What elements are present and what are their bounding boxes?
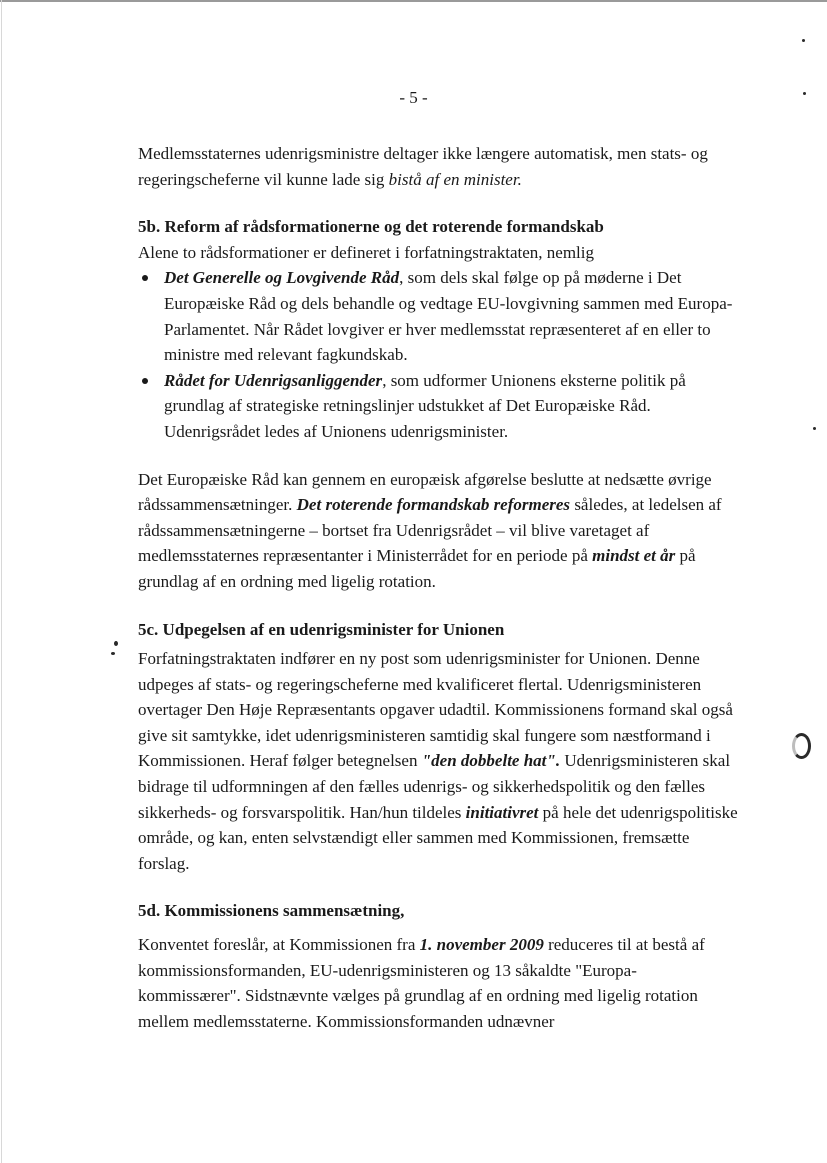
s5d-paragraph xyxy=(138,932,738,1034)
s5d-emphasis-1: 1. november 2009 xyxy=(419,935,544,955)
scan-speck xyxy=(111,652,115,655)
s5c-emphasis-2: initiativret xyxy=(465,802,539,822)
scan-top-edge xyxy=(0,0,827,2)
heading-5c: 5c. Udpegelsen af en udenrigsminister for Unionen xyxy=(138,619,505,639)
page-number: - 5 - xyxy=(399,88,428,107)
s5c-text-c: på hele det udenrigspolitiske område, og kan, enten selvstændigt eller sammen med Kommissionen, fremsætte forslag. xyxy=(138,802,738,873)
punch-hole-mark xyxy=(792,733,811,759)
s5b-bullet-1-emphasis: Det Generelle og Lovgivende Råd xyxy=(164,268,400,288)
s5b-bullet-1-text: , som dels skal følge op på møderne i Det Europæiske Råd og dels behandle og vedtage EU-lovgivning sammen med Europa-Parlamentet. Når Rådet lovgiver er hver medlemsstat repræsenteret af en eller to ministre med relevant fagkundskab. xyxy=(164,268,733,365)
intro-text: Medlemsstaternes udenrigsministre deltager ikke længere automatisk, men stats- og regeringscheferne vil kunne lade sig xyxy=(138,144,708,189)
intro-paragraph xyxy=(138,141,738,192)
heading-5b: 5b. Reform af rådsformationerne og det roterende formandskab xyxy=(138,217,604,237)
intro-italic: bistå af en minister. xyxy=(388,169,522,189)
s5b-text-a: Det Europæiske Råd kan gennem en europæisk afgørelse beslutte at nedsætte øvrige rådssammensætninger. xyxy=(138,469,712,515)
scan-speck xyxy=(114,641,118,646)
s5b-bullet-2-text: , som udformer Unionens eksterne politik på grundlag af strategiske retningslinjer udstukket af Det Europæiske Råd. Udenrigsrådet ledes af Unionens udenrigsminister. xyxy=(164,370,686,441)
heading-5d: 5d. Kommissionens sammensætning, xyxy=(138,901,405,921)
s5b-emphasis-1: Det roterende formandskab reformeres xyxy=(296,495,571,515)
s5b-lead: Alene to rådsformationer er defineret i forfatningstraktaten, nemlig xyxy=(138,242,594,262)
s5b-bullet-2 xyxy=(138,368,738,445)
s5b-bullet-1 xyxy=(138,265,738,367)
document-body xyxy=(138,141,738,1034)
scan-speck xyxy=(802,39,805,42)
scan-speck xyxy=(803,92,806,95)
s5b-bullet-list xyxy=(138,265,738,444)
s5b-paragraph xyxy=(138,467,738,595)
scan-left-edge xyxy=(1,0,2,1163)
s5c-emphasis-1: "den dobbelte hat". xyxy=(421,751,561,771)
s5c-text-a: Forfatningstraktaten indfører en ny post som udenrigsminister for Unionen. Denne udpeges af stats- og regeringscheferne med kvalificeret flertal. Udenrigsministeren overtager Den Høje Repræsentants opgaver udadtil. Kommissionens formand skal også give sit samtykke, idet udenrigsministeren samtidig skal fungere som næstformand i Kommissionen. Heraf følger betegnelsen xyxy=(138,649,733,771)
s5b-emphasis-2: mindst et år xyxy=(592,546,676,566)
s5b-text-c: på grundlag af en ordning med ligelig rotation. xyxy=(138,546,696,591)
s5b-text-b: således, at ledelsen af rådssammensætningerne – bortset fra Udenrigsrådet – vil blive varetaget af medlemsstaternes repræsentanter i Ministerrådet for en periode på xyxy=(138,495,722,566)
s5d-text-b: reduceres til at bestå af kommissionsformanden, EU-udenrigsministeren og 13 såkaldte "Europa-kommissærer". Sidstnævnte vælges på grundlag af en ordning med ligelig rotation mellem medlemsstaterne. Kommissionsformanden udnævner xyxy=(138,935,705,1031)
s5c-text-b: Udenrigsministeren skal bidrage til udformningen af den fælles udenrigs- og sikkerhedspolitik og den fælles sikkerheds- og forsvarspolitik. Han/hun tildeles xyxy=(138,751,731,822)
s5c-paragraph xyxy=(138,646,738,876)
s5b-bullet-2-emphasis: Rådet for Udenrigsanliggender xyxy=(164,370,383,390)
s5d-text-a: Konventet foreslår, at Kommissionen fra xyxy=(138,935,420,955)
scan-speck xyxy=(813,427,816,430)
